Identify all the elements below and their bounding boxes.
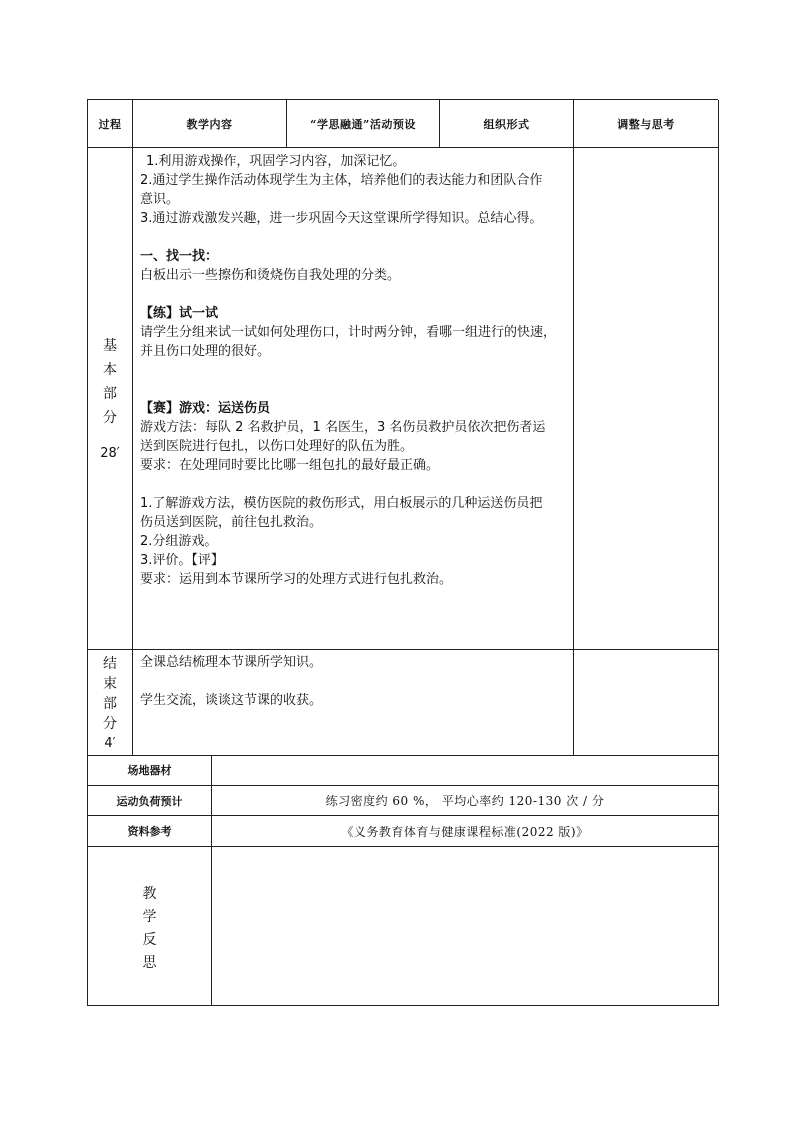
equipment-value xyxy=(212,755,719,786)
basic-section-label xyxy=(88,148,133,650)
basic-label-char: 基 xyxy=(103,338,117,354)
header-preset-label: “学思融通”活动预设 xyxy=(310,117,416,131)
content-line: 3.通过游戏激发兴趣，进一步巩固今天这堂课所学得知识。总结心得。 xyxy=(140,211,543,226)
section-heading-practice: 【练】试一试 xyxy=(140,306,219,321)
content-line: 3.评价。【评】 xyxy=(140,553,224,568)
end-label-char: 部 xyxy=(103,696,117,712)
section-heading-game: 【赛】游戏：运送伤员 xyxy=(140,401,271,416)
content-line: 2.通过学生操作活动体现学生为主体，培养他们的表达能力和团队合作 xyxy=(140,173,543,188)
end-section-label xyxy=(88,650,133,756)
equipment-label-text: 场地器材 xyxy=(127,764,172,777)
basic-label-char: 分 xyxy=(103,410,117,426)
end-section-reflection xyxy=(574,650,719,756)
end-label-char: 结 xyxy=(103,656,117,672)
reflection-label-char: 思 xyxy=(142,955,157,971)
content-line: 白板出示一些擦伤和烫烧伤自我处理的分类。 xyxy=(140,268,401,283)
header-process-label: 过程 xyxy=(98,117,122,131)
header-preset xyxy=(287,100,440,148)
reflection-label-char: 教 xyxy=(142,886,157,902)
section-heading-find: 一、找一找： xyxy=(140,249,219,264)
content-line: 游戏方法：每队 2 名救护员，1 名医生，3 名伤员救护员依次把伤者运 xyxy=(140,420,546,435)
content-line: 送到医院进行包扎，以伤口处理好的队伍为胜。 xyxy=(140,439,414,454)
header-reflection xyxy=(574,100,719,148)
content-line: 2.分组游戏。 xyxy=(140,534,218,549)
load-label xyxy=(88,786,212,816)
end-label-char: 分 xyxy=(103,716,117,732)
reflection-label-char: 反 xyxy=(142,932,157,948)
basic-section-time: 28′ xyxy=(100,446,120,461)
reference-value-text: 《义务教育体育与健康课程标准(2022 版)》 xyxy=(341,824,589,839)
content-line: 学生交流，谈谈这节课的收获。 xyxy=(140,693,323,708)
content-line: 并且伤口处理的很好。 xyxy=(140,344,271,359)
basic-label-char: 本 xyxy=(103,362,117,378)
summary-table xyxy=(87,755,718,1006)
load-value xyxy=(212,786,719,816)
reference-label-text: 资料参考 xyxy=(127,825,172,838)
content-line: 全课总结梳理本节课所学知识。 xyxy=(140,655,323,670)
content-line: 意识。 xyxy=(140,192,180,207)
basic-label-char: 部 xyxy=(103,386,117,402)
content-line: 伤员送到医院，前往包扎救治。 xyxy=(140,515,323,530)
load-value-text: 练习密度约 60 %， 平均心率约 120-130 次 / 分 xyxy=(325,794,605,808)
header-content xyxy=(133,100,287,148)
reflection-label-char: 学 xyxy=(142,909,157,925)
basic-section-reflection xyxy=(574,148,719,650)
header-reflection-label: 调整与思考 xyxy=(617,117,675,131)
content-line: 1.利用游戏操作，巩固学习内容，加深记忆。 xyxy=(146,154,406,169)
content-line: 要求：在处理同时要比比哪一组包扎的最好最正确。 xyxy=(140,458,440,473)
load-label-text: 运动负荷预计 xyxy=(116,794,183,808)
content-line: 1.了解游戏方法，模仿医院的救伤形式，用白板展示的几种运送伤员把 xyxy=(140,496,543,511)
content-line: 请学生分组来试一试如何处理伤口，计时两分钟，看哪一组进行的快速， xyxy=(140,325,557,340)
reflection-value xyxy=(212,847,719,1006)
header-process xyxy=(88,100,133,148)
content-line: 要求：运用到本节课所学习的处理方式进行包扎救治。 xyxy=(140,572,453,587)
lesson-table xyxy=(87,99,718,756)
equipment-label xyxy=(88,755,212,786)
basic-section-content xyxy=(133,148,574,650)
end-label-char: 束 xyxy=(103,676,117,692)
reference-value xyxy=(212,816,719,847)
header-organization-label: 组织形式 xyxy=(483,117,530,131)
reflection-label xyxy=(88,847,212,1006)
end-section-content xyxy=(133,650,574,756)
end-section-time: 4′ xyxy=(104,736,116,751)
header-organization xyxy=(440,100,574,148)
header-content-label: 教学内容 xyxy=(186,117,233,131)
reference-label xyxy=(88,816,212,847)
